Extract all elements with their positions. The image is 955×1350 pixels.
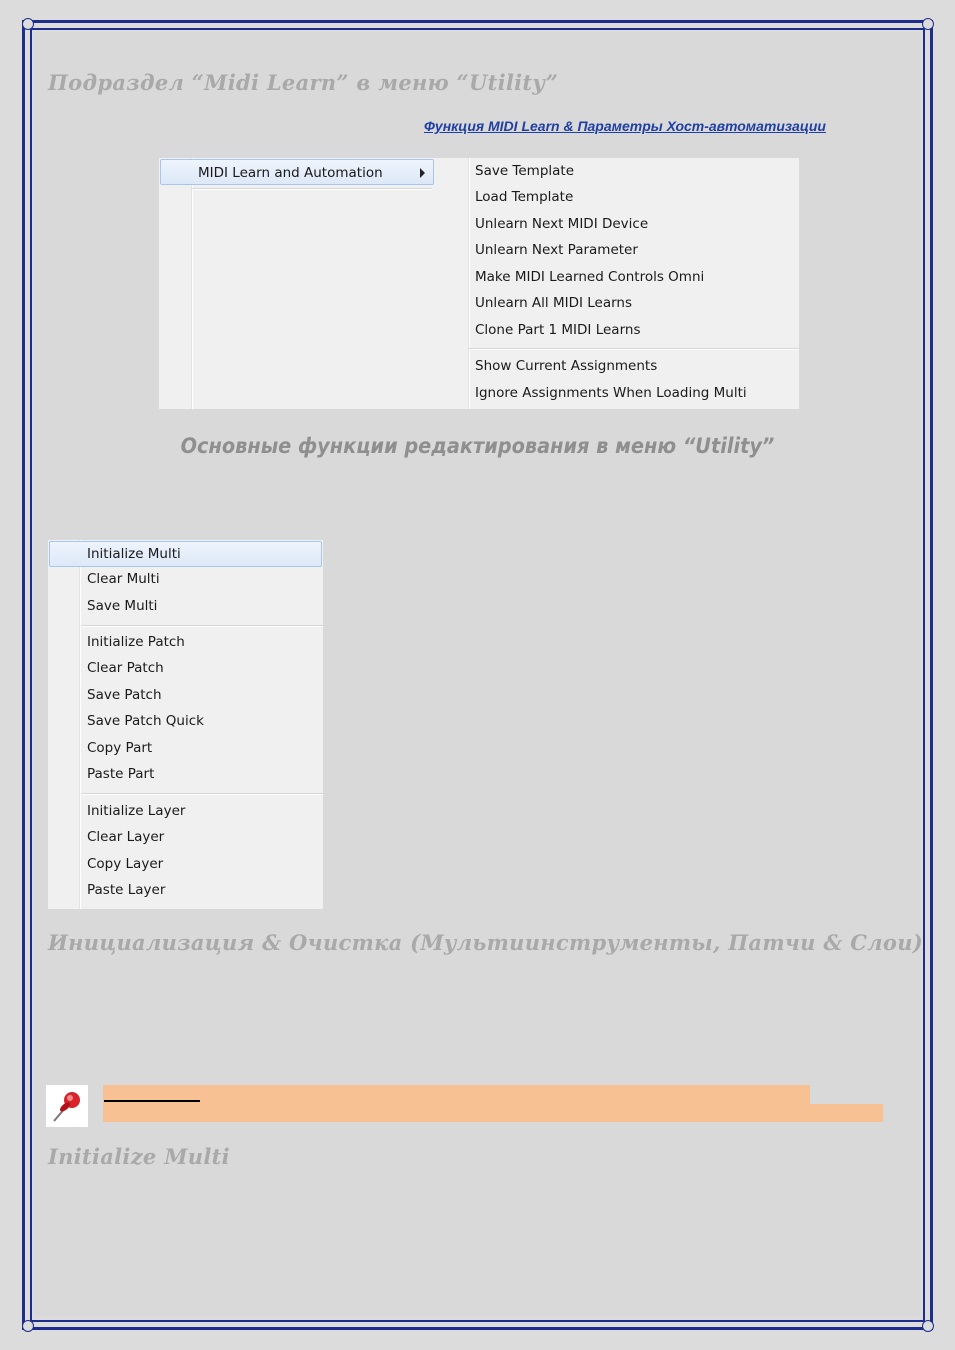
utility-edit-menu xyxy=(48,540,323,909)
pushpin-icon xyxy=(46,1085,88,1127)
menu-item-save-multi[interactable]: Save Multi xyxy=(87,598,158,614)
menu-item-unlearn-next-parameter[interactable]: Unlearn Next Parameter xyxy=(475,242,638,258)
menu-item-show-current-assignments[interactable]: Show Current Assignments xyxy=(475,358,658,374)
note-icon-box xyxy=(46,1085,88,1127)
menu-item-initialize-layer[interactable]: Initialize Layer xyxy=(87,803,186,819)
menu-separator xyxy=(81,793,323,795)
menu-item-unlearn-next-midi-device[interactable]: Unlearn Next MIDI Device xyxy=(475,216,649,232)
border-corner xyxy=(22,18,34,30)
menu-item-label: MIDI Learn and Automation xyxy=(198,165,383,181)
utility-parent-menu xyxy=(159,158,438,409)
menu-item-make-midi-learned-omni[interactable]: Make MIDI Learned Controls Omni xyxy=(475,269,705,285)
menu-item-clone-part1-midi-learns[interactable]: Clone Part 1 MIDI Learns xyxy=(475,322,641,338)
section-heading-init-clear: Инициализация & Очистка (Мультиинструменты, Патчи & Слои) xyxy=(48,930,924,955)
note-underline xyxy=(104,1100,200,1102)
menu-item-paste-layer[interactable]: Paste Layer xyxy=(87,882,166,898)
midi-learn-link[interactable]: Функция MIDI Learn & Параметры Хост-автоматизации xyxy=(424,118,826,134)
border-corner xyxy=(22,1320,34,1332)
note-highlight xyxy=(103,1085,810,1104)
border-corner xyxy=(922,1320,934,1332)
menu-separator xyxy=(469,348,799,350)
menu-item-clear-multi[interactable]: Clear Multi xyxy=(87,571,160,587)
menu-item-clear-layer[interactable]: Clear Layer xyxy=(87,829,165,845)
section-heading-editing-functions: Основные функции редактирования в меню “Utility” xyxy=(180,434,775,458)
menu-item-ignore-assignments-loading-multi[interactable]: Ignore Assignments When Loading Multi xyxy=(475,385,747,401)
menu-item-paste-part[interactable]: Paste Part xyxy=(87,766,155,782)
menu-item-save-patch[interactable]: Save Patch xyxy=(87,687,162,703)
menu-item-copy-part[interactable]: Copy Part xyxy=(87,740,153,756)
section-heading-midi-learn: Подраздел “Midi Learn” в меню “Utility” xyxy=(48,70,559,95)
menu-item-midi-learn-automation[interactable] xyxy=(160,159,434,185)
submenu-arrow-icon xyxy=(420,168,425,178)
menu-item-clear-patch[interactable]: Clear Patch xyxy=(87,660,164,676)
midi-learn-submenu xyxy=(438,158,799,409)
section-heading-initialize-multi: Initialize Multi xyxy=(48,1144,230,1169)
menu-item-initialize-multi[interactable]: Initialize Multi xyxy=(49,541,322,567)
menu-separator xyxy=(81,625,323,627)
menu-item-unlearn-all-midi-learns[interactable]: Unlearn All MIDI Learns xyxy=(475,295,633,311)
menu-item-copy-layer[interactable]: Copy Layer xyxy=(87,856,164,872)
menu-item-save-template[interactable]: Save Template xyxy=(475,163,575,179)
menu-item-initialize-patch[interactable]: Initialize Patch xyxy=(87,634,185,650)
note-highlight xyxy=(103,1104,883,1122)
border-corner xyxy=(922,18,934,30)
menu-item-save-patch-quick[interactable]: Save Patch Quick xyxy=(87,713,204,729)
menu-item-load-template[interactable]: Load Template xyxy=(475,189,574,205)
